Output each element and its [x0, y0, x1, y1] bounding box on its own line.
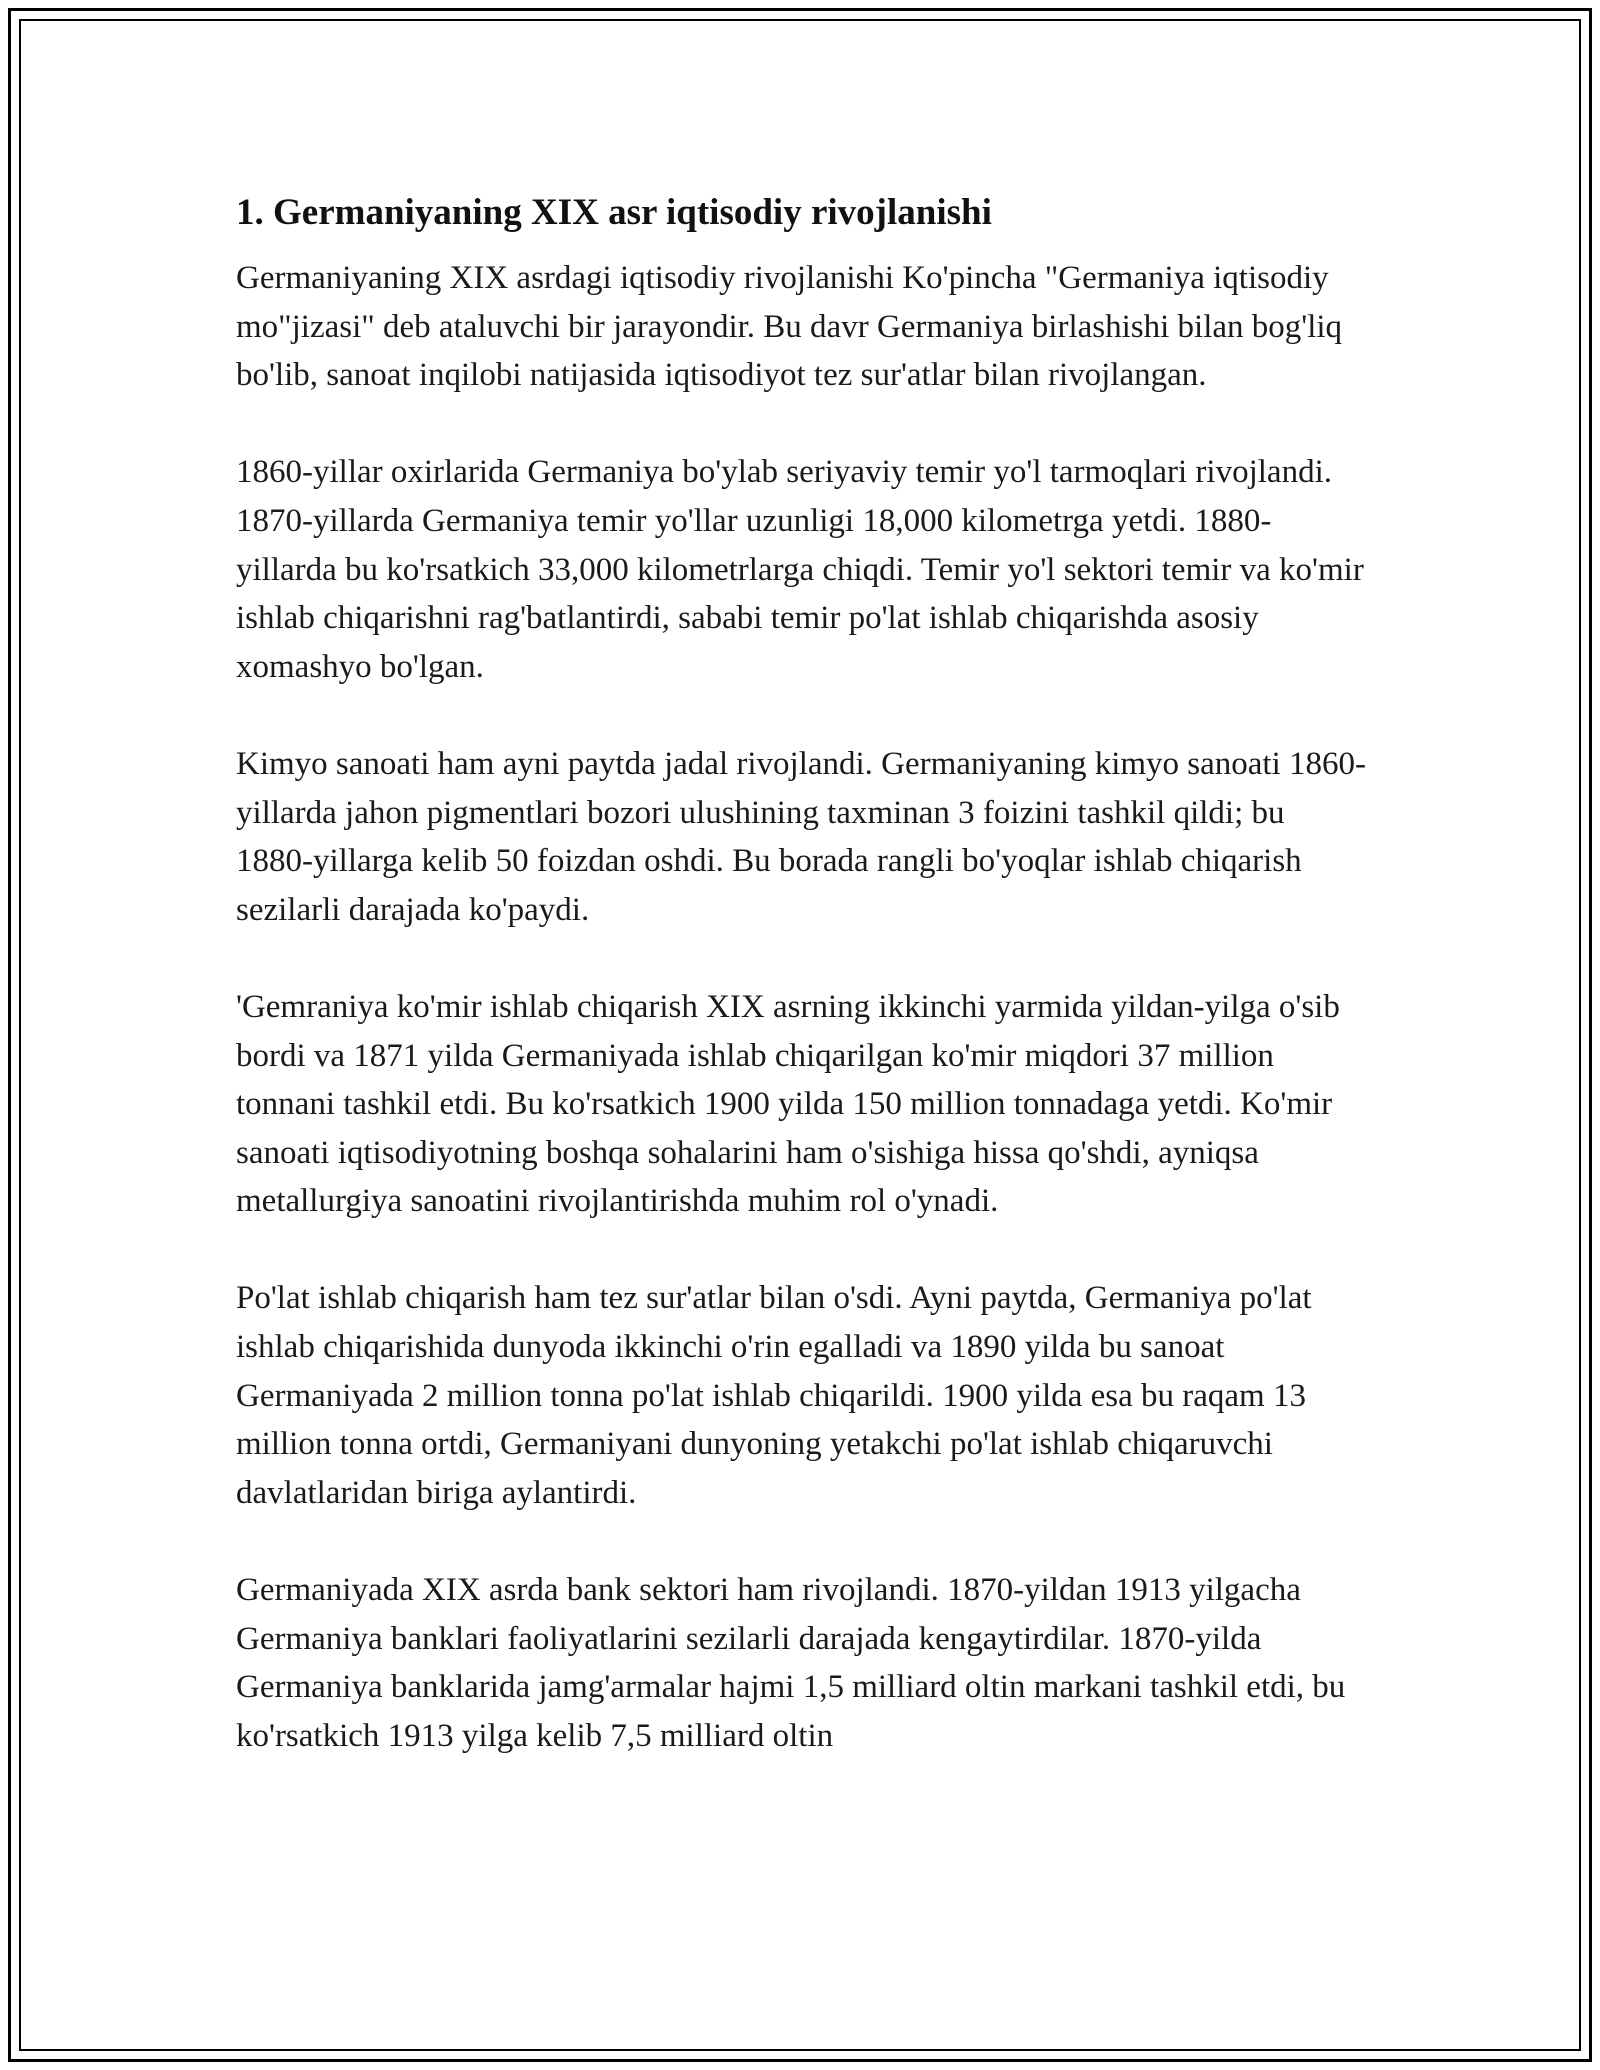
- paragraph-chemical-industry: Kimyo sanoati ham ayni paytda jadal rivojlandi. Germaniyaning kimyo sanoati 1860-yillarda jahon pigmentlari bozori ulushining taxminan 3 foizini tashkil qildi; bu 1880-yillarga kelib 50 foizdan oshdi. Bu borada rangli bo'yoqlar ishlab chiqarish sezilarli darajada ko'paydi.: [236, 745, 1366, 928]
- paragraph-banking-sector: Germaniyada XIX asrda bank sektori ham rivojlandi. 1870-yildan 1913 yilgacha Germaniya banklari faoliyatlarini sezilarli darajada kengaytirdilar. 1870-yilda Germaniya banklarida jamg'armalar hajmi 1,5 milliard oltin markani tashkil etdi, bu ko'rsatkich 1913 yilga kelib 7,5 milliard oltin: [236, 1572, 1346, 1754]
- document-body: [236, 186, 1366, 1809]
- paragraph-coal-production: 'Gemraniya ko'mir ishlab chiqarish XIX asrning ikkinchi yarmida yildan-yilga o'sib bordi va 1871 yilda Germaniyada ishlab chiqarilgan ko'mir miqdori 37 million tonnani tashkil etdi. Bu ko'rsatkich 1900 yilda 150 million tonnadaga yetdi. Ko'mir sanoati iqtisodiyotning boshqa sohalarini ham o'sishiga hissa qo'shdi, ayniqsa metallurgiya sanoatini rivojlantirishda muhim rol o'ynadi.: [236, 988, 1340, 1220]
- section-heading: 1. Germaniyaning XIX asr iqtisodiy rivojlanishi: [236, 192, 992, 233]
- paragraph-railways: 1860-yillar oxirlarida Germaniya bo'ylab seriyaviy temir yo'l tarmoqlari rivojlandi. 1870-yillarda Germaniya temir yo'llar uzunligi 18,000 kilometrga yetdi. 1880-yillarda bu ko'rsatkich 33,000 kilometrlarga chiqdi. Temir yo'l sektori temir va ko'mir ishlab chiqarishni rag'batlantirdi, sababi temir po'lat ishlab chiqarishda asosiy xomashyo bo'lgan.: [236, 454, 1364, 685]
- paragraph-intro: Germaniyaning XIX asrdagi iqtisodiy rivojlanishi Ko'pincha "Germaniya iqtisodiy mo"jizasi" deb ataluvchi bir jarayondir. Bu davr Germaniya birlashishi bilan bog'liq bo'lib, sanoat inqilobi natijasida iqtisodiyot tez sur'atlar bilan rivojlangan.: [236, 260, 1343, 394]
- paragraph-steel-production: Po'lat ishlab chiqarish ham tez sur'atlar bilan o'sdi. Ayni paytda, Germaniya po'lat ishlab chiqarishida dunyoda ikkinchi o'rin egalladi va 1890 yilda bu sanoat Germaniyada 2 million tonna po'lat ishlab chiqarildi. 1900 yilda esa bu raqam 13 million tonna ortdi, Germaniyani dunyoning yetakchi po'lat ishlab chiqaruvchi davlatlaridan biriga aylantirdi.: [236, 1280, 1312, 1511]
